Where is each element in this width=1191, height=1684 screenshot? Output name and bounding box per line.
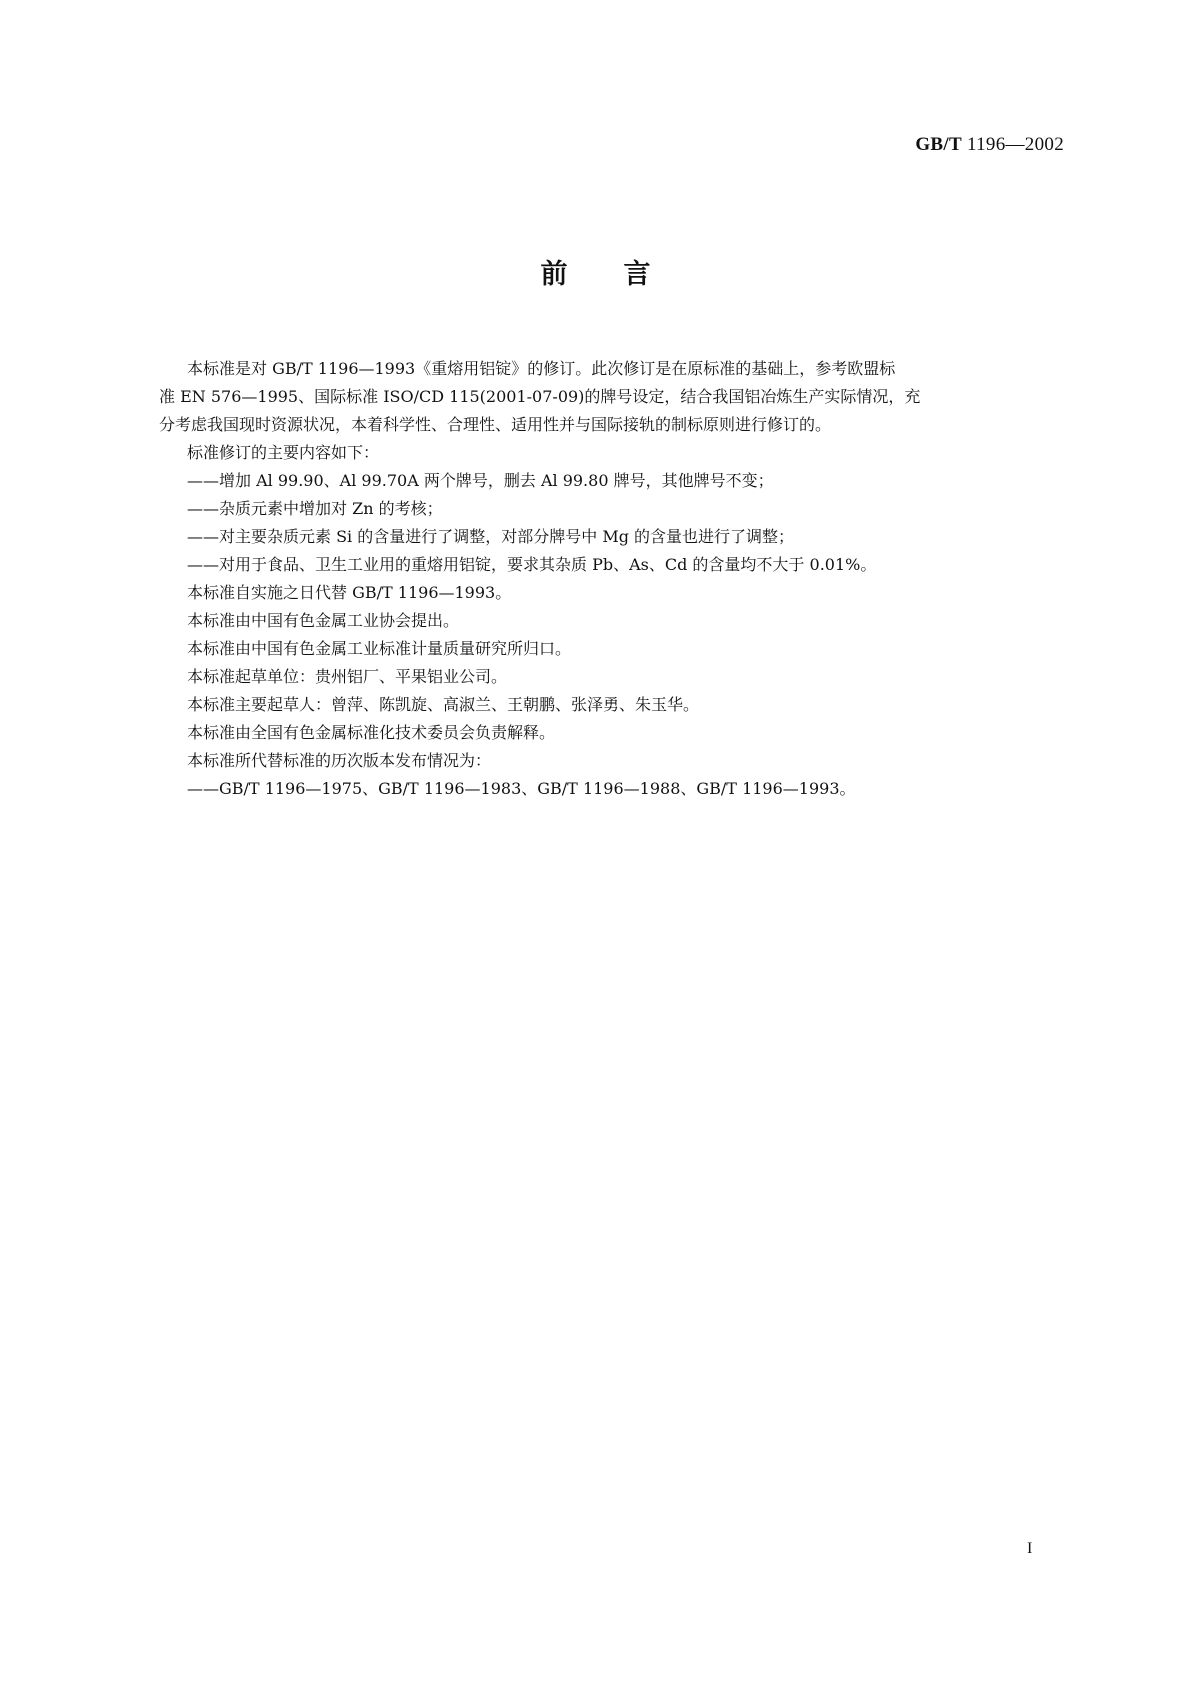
change-item-4: ——对用于食品、卫生工业用的重熔用铝锭，要求其杂质 Pb、As、Cd 的含量均不大于 0.01%。	[187, 555, 877, 574]
change-item-1: ——增加 Al 99.90、Al 99.70A 两个牌号，删去 Al 99.80 牌号，其他牌号不变；	[187, 471, 774, 490]
centralized-by-statement: 本标准由中国有色金属工业标准计量质量研究所归口。	[187, 639, 572, 658]
history-heading: 本标准所代替标准的历次版本发布情况为：	[187, 751, 492, 770]
change-item-2: ——杂质元素中增加对 Zn 的考核；	[187, 499, 443, 518]
changes-heading: 标准修订的主要内容如下：	[187, 443, 380, 462]
standard-code-prefix: GB/T	[915, 134, 962, 155]
standard-code	[915, 134, 1064, 156]
change-item-3: ——对主要杂质元素 Si 的含量进行了调整，对部分牌号中 Mg 的含量也进行了调整；	[187, 527, 795, 546]
drafters-statement: 本标准主要起草人：曾萍、陈凯旋、高淑兰、王朝鹏、张泽勇、朱玉华。	[187, 695, 700, 714]
interpreted-by-statement: 本标准由全国有色金属标准化技术委员会负责解释。	[187, 723, 556, 742]
page-title: 前言	[540, 259, 707, 290]
proposed-by-statement: 本标准由中国有色金属工业协会提出。	[187, 611, 460, 630]
foreword-body	[159, 355, 1067, 803]
intro-line-3: 分考虑我国现时资源状况，本着科学性、合理性、适用性并与国际接轨的制标原则进行修订的。	[159, 415, 832, 434]
intro-line-2: 准 EN 576—1995、国际标准 ISO/CD 115(2001-07-09)的牌号设定，结合我国铝冶炼生产实际情况，充	[159, 387, 921, 406]
standard-code-number: 1196—2002	[967, 134, 1064, 155]
intro-line-1: 本标准是对 GB/T 1196—1993《重熔用铝锭》的修订。此次修订是在原标准的基础上，参考欧盟标	[187, 359, 896, 378]
page-number: I	[1027, 1540, 1033, 1557]
drafting-units-statement: 本标准起草单位：贵州铝厂、平果铝业公司。	[187, 667, 508, 686]
history-list: ——GB/T 1196—1975、GB/T 1196—1983、GB/T 1196—1988、GB/T 1196—1993。	[187, 779, 856, 798]
replaces-statement: 本标准自实施之日代替 GB/T 1196—1993。	[187, 583, 512, 602]
